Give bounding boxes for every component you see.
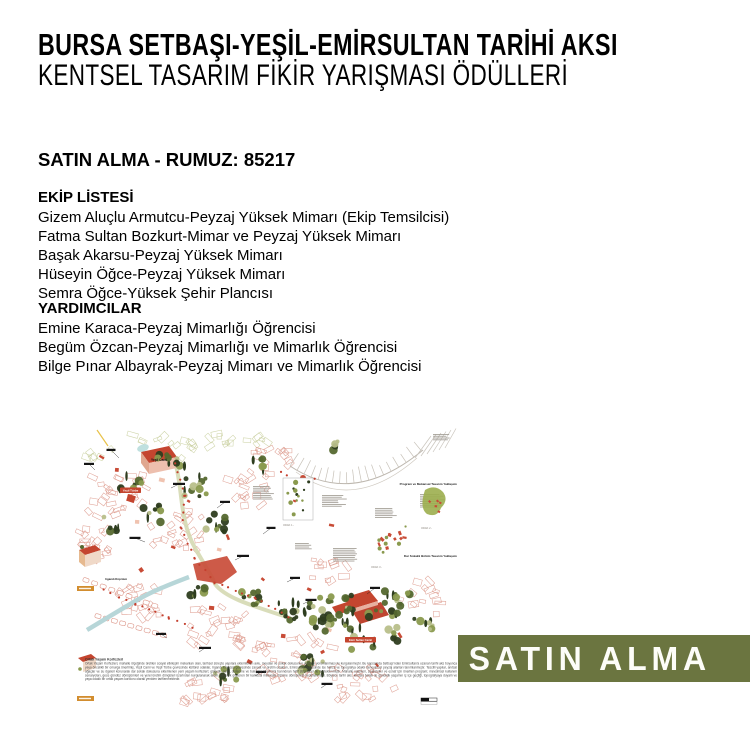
label-program-diagram: Program ve Mekansal Tasarım Yaklaşımı <box>399 482 457 486</box>
map-red-buildings <box>99 446 403 667</box>
team-member-row: Hüseyin Öğce-Peyzaj Yüksek Mimarı <box>38 266 286 283</box>
map-focus-diagrams <box>283 478 446 554</box>
helpers-list <box>38 319 421 376</box>
label-yesil-turbe: Yeşil Türbe <box>122 488 139 493</box>
helper-member-row: Emine Karaca-Peyzaj Mimarlığı Öğrencisi <box>38 320 316 337</box>
label-odak-1: ODAK 1 - <box>283 524 295 527</box>
team-member-row: Gizem Aluçlu Armutcu-Peyzaj Yüksek Mimarı (Ekip Temsilcisi) <box>38 209 450 226</box>
helper-member-row: Bilge Pınar Albayrak-Peyzaj Mimarı ve Mimarlık Öğrencisi <box>38 358 422 375</box>
poster-title-line2: KENTSEL TASARIM FİKİR YARIŞMASI ÖDÜLLERİ <box>38 59 569 92</box>
label-dar-sokak-diagram: Dar Sokaklı Bölüm Tasarım Yaklaşımı <box>403 554 457 558</box>
map-annotation-blocks <box>253 434 450 561</box>
team-member-row: Semra Öğce-Yüksek Şehir Plancısı <box>38 285 274 302</box>
team-list <box>38 208 449 303</box>
label-odak-3: ODAK 3 - <box>371 566 383 569</box>
poster-title-line1: BURSA SETBAŞI-YEŞİL-EMİRSULTAN TARİHİ AKSI <box>38 27 618 62</box>
award-category-banner <box>458 635 750 682</box>
award-category-label: SATIN ALMA <box>468 639 711 677</box>
team-list-heading: EKİP LİSTESİ <box>38 189 134 206</box>
label-odak-2: ODAK 2 - <box>421 527 433 530</box>
helper-member-row: Begüm Özcan-Peyzaj Mimarlığı ve Mimarlık Öğrencisi <box>38 339 398 356</box>
label-emir-sultan: Emir Sultan Camii <box>349 639 372 643</box>
team-member-row: Başak Akarsu-Peyzaj Yüksek Mimarı <box>38 247 283 264</box>
label-irgandi: Irgandı Köprüsü <box>105 576 127 581</box>
map-caption-text: Ortak Yaşam Korfezleri, mahalle ölçeğinde üretilen sosyal etkileşim mekanları olan, tarihsel süreçte yapılara eklemlenen avlu, meydan ve sokak dokusunun yeniden yorumlanması ile kurgulanmıştır. Bu kapsamda Setbaşı'ndan Emirsultan'a uzanan tarihi aks boyunca yaya öncelikli bir omurga önerilmiş, Yeşil Cami ve Yeşil Türbe çevresinde kültürel odaklar, Irgandı Köprüsü çevresinde zanaat ve üretim odakları, Emirsultan çevresinde ise hafıza ve topografya odaklı deneyimsel peyzaj alanları tanımlanmıştır. Tescilli yapılar, anıtsal ağaçlar ve su ögeleri korunarak dar sokak dokusuna eklemlenen yeni yaşam korfezleri; gölgelik, sergi, dinlenme ve buluşma işlevlerini barındıran hafif strüktürler ile desteklenmiştir. Mahalle sakinleri, ziyaretçiler ve esnaf için önerilen program; mevsimsel kullanım senaryoları, gece gündüz dönüşümleri ve yerel üretim döngüleri üzerinden kurgulanarak aksın süreklilik gösteren bir kamusal mekanlar dizisine dönüşmesi hedeflenmiştir. Böylece tarihi aks, kentsel bellek ile gündelik yaşamın iç içe geçtiği, topografyaya duyarlı ve yaya odaklı bir ortak yaşam koridoru olarak yeniden tariflenmektedir. <box>85 662 457 682</box>
label-yesil-cami: Yeşil Cami <box>151 458 167 462</box>
team-member-row: Fatma Sultan Bozkurt-Mimar ve Peyzaj Yüksek Mimarı <box>38 228 402 245</box>
award-heading: SATIN ALMA - RUMUZ: 85217 <box>38 149 296 170</box>
map-caption-heading: Ortak Yaşam Korfezleri <box>85 658 124 662</box>
helpers-heading: YARDIMCILAR <box>38 300 142 317</box>
map-caption <box>85 658 457 716</box>
